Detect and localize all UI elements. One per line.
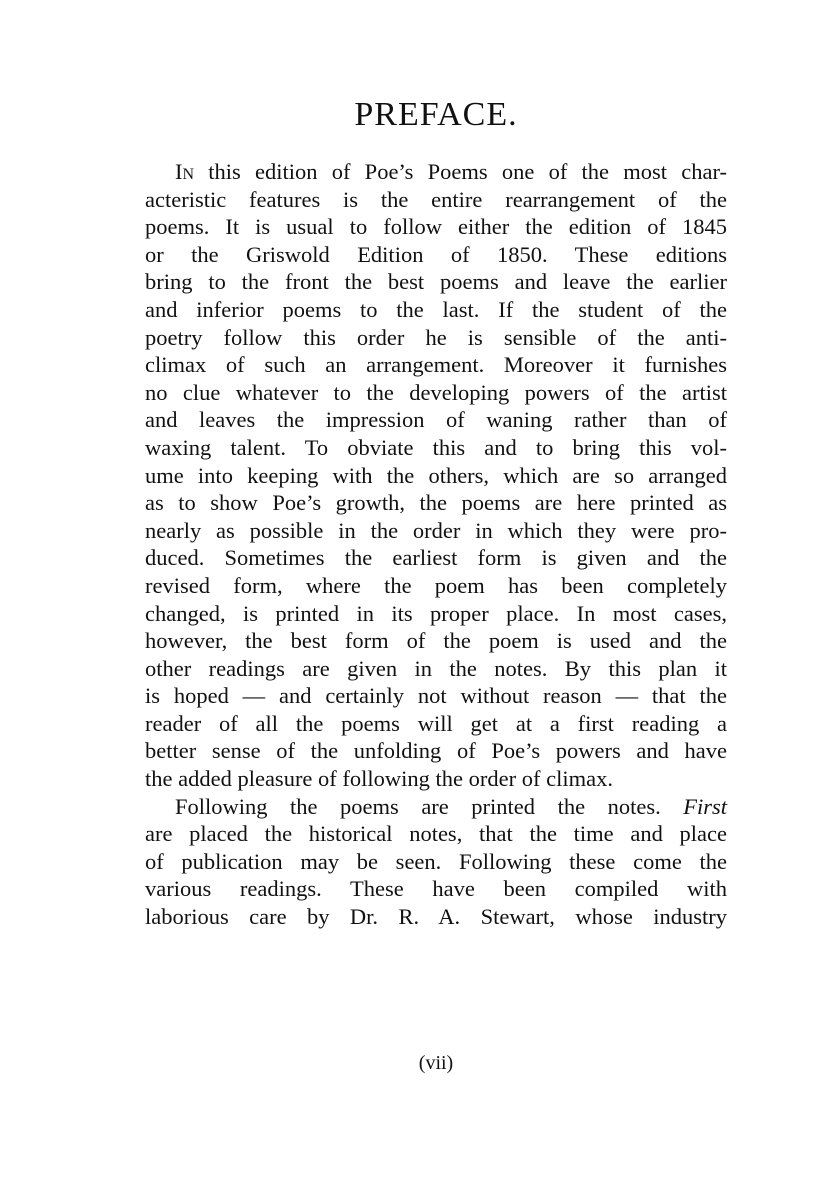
text-line: of publication may be seen. Following these come the xyxy=(145,848,727,874)
paragraph-2 xyxy=(145,793,727,931)
page xyxy=(145,96,727,1074)
text-line: the added pleasure of following the order of climax. xyxy=(145,766,613,792)
text-line: laborious care by Dr. R. A. Stewart, whose industry xyxy=(145,904,727,930)
text-line: reader of all the poems will get at a first reading a xyxy=(145,710,727,736)
text-line: bring to the front the best poems and leave the earlier xyxy=(145,269,727,295)
page-title: PREFACE. xyxy=(354,96,518,133)
paragraph-1 xyxy=(145,158,727,793)
text-line: better sense of the unfolding of Poe’s powers and have xyxy=(145,738,727,764)
text-line: various readings. These have been compiled with xyxy=(145,876,727,902)
text-line xyxy=(145,793,727,821)
text-line: and inferior poems to the last. If the student of the xyxy=(145,296,727,322)
text-line: are placed the historical notes, that the time and place xyxy=(145,821,727,847)
text-line: is hoped — and certainly not without reason — that the xyxy=(145,683,727,709)
page-number: (vii) xyxy=(418,1052,454,1074)
text-line: however, the best form of the poem is used and the xyxy=(145,628,727,654)
text-line: ume into keeping with the others, which are so arranged xyxy=(145,462,727,488)
text-line: poems. It is usual to follow either the edition of 1845 xyxy=(145,214,727,240)
text-line: nearly as possible in the order in which they were pro- xyxy=(145,517,727,543)
text-line: or the Griswold Edition of 1850. These editions xyxy=(145,241,727,267)
line-text: Following the poems are printed the notes. xyxy=(175,793,661,819)
text-line xyxy=(145,158,727,186)
text-line: poetry follow this order he is sensible of the anti- xyxy=(145,324,727,350)
text-line: other readings are given in the notes. By this plan it xyxy=(145,655,727,681)
text-line: revised form, where the poem has been completely xyxy=(145,572,727,598)
text-line: climax of such an arrangement. Moreover it furnishes xyxy=(145,352,727,378)
text-line: no clue whatever to the developing powers of the artist xyxy=(145,379,727,405)
preface-body xyxy=(145,158,727,931)
line-text: this edition of Poe’s Poems one of the most char- xyxy=(194,159,727,184)
drop-cap-word: In xyxy=(175,159,195,184)
emphasis-word: First xyxy=(683,793,727,819)
text-line: changed, is printed in its proper place. In most cases, xyxy=(145,600,727,626)
text-line: waxing talent. To obviate this and to bring this vol- xyxy=(145,434,727,460)
text-line: duced. Sometimes the earliest form is given and the xyxy=(145,545,727,571)
text-line: as to show Poe’s growth, the poems are here printed as xyxy=(145,490,727,516)
text-line: acteristic features is the entire rearrangement of the xyxy=(145,186,727,212)
text-line: and leaves the impression of waning rather than of xyxy=(145,407,727,433)
